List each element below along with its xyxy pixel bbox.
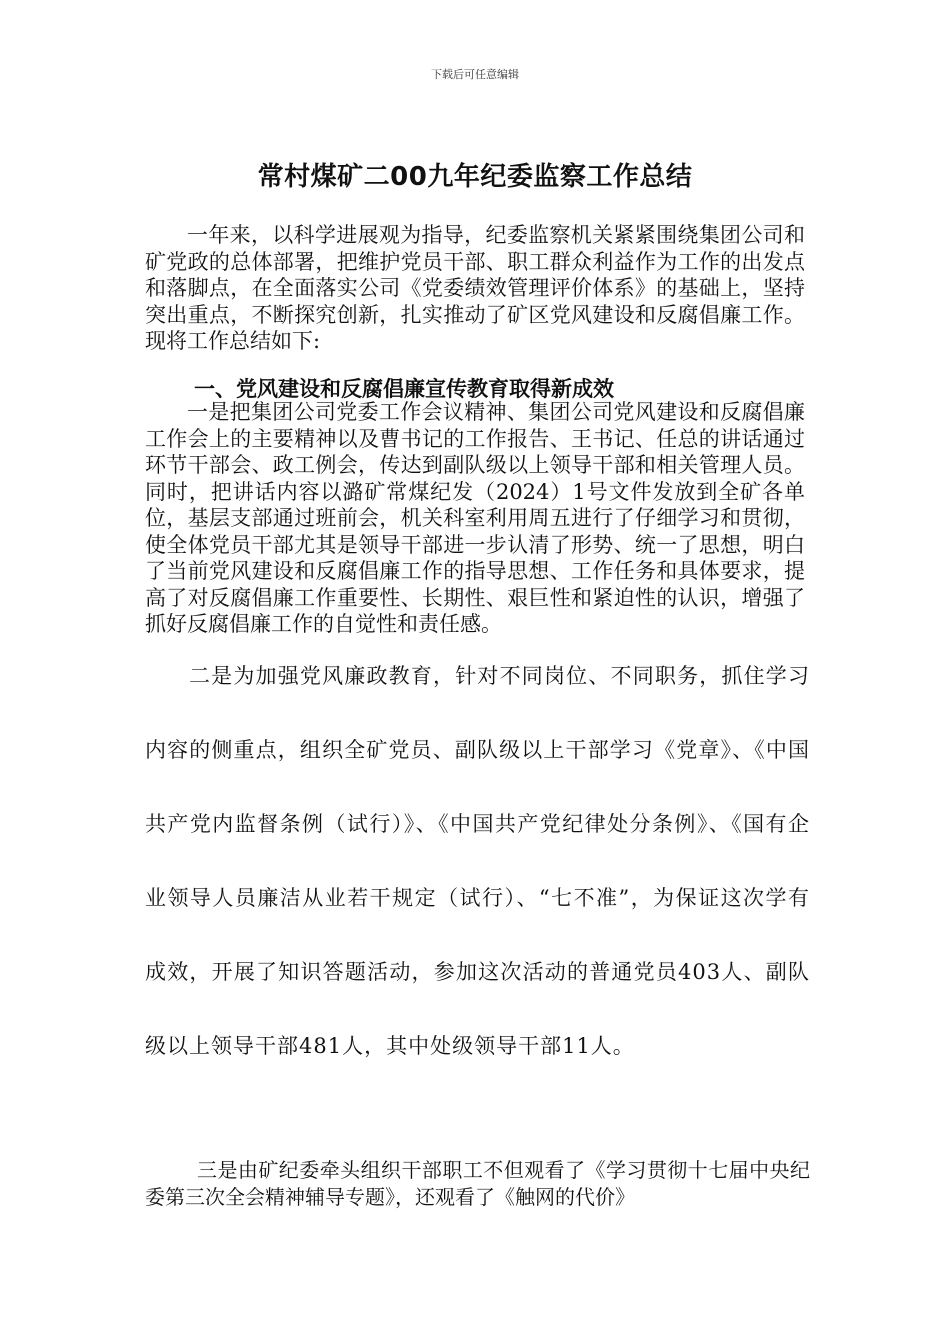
paragraph-3: 三是由矿纪委牵头组织干部职工不但观看了《学习贯彻十七届中央纪委第三次全会精神辅导专题》，还观看了《触网的代价》: [145, 1158, 810, 1209]
intro-paragraph: 一年来，以科学进展观为指导，纪委监察机关紧紧围绕集团公司和矿党政的总体部署，把维护党员干部、职工群众利益作为工作的出发点和落脚点，在全面落实公司《党委绩效管理评价体系》的基础上，坚持突出重点，不断探究创新，扎实推动了矿区党风建设和反腐倡廉工作。现将工作总结如下:: [145, 223, 805, 353]
paragraph-1: 一是把集团公司党委工作会议精神、集团公司党风建设和反腐倡廉工作会上的主要精神以及曹书记的工作报告、王书记、任总的讲话通过环节干部会、政工例会，传达到副队级以上领导干部和相关管理人员。同时，把讲话内容以潞矿常煤纪发（2024）1号文件发放到全矿各单位，基层支部通过班前会，机关科室利用周五进行了仔细学习和贯彻，使全体党员干部尤其是领导干部进一步认清了形势、统一了思想，明白了当前党风建设和反腐倡廉工作的指导思想、工作任务和具体要求，提高了对反腐倡廉工作重要性、长期性、艰巨性和紧迫性的认识，增强了抓好反腐倡廉工作的自觉性和责任感。: [145, 400, 805, 636]
section-heading-1: 一、党风建设和反腐倡廉宣传教育取得新成效: [194, 377, 614, 401]
document-title: 常村煤矿二00九年纪委监察工作总结: [257, 162, 693, 192]
paragraph-2: 二是为加强党风廉政教育，针对不同岗位、不同职务，抓住学习内容的侧重点，组织全矿党员、副队级以上干部学习《党章》、《中国共产党内监督条例（试行）》、《中国共产党纪律处分条例》、《国有企业领导人员廉洁从业若干规定（试行）、“七不准”，为保证这次学有成效，开展了知识答题活动，参加这次活动的普通党员403人、副队级以上领导干部481人，其中处级领导干部11人。: [145, 664, 810, 1058]
header-note: 下载后可任意编辑: [431, 68, 519, 81]
